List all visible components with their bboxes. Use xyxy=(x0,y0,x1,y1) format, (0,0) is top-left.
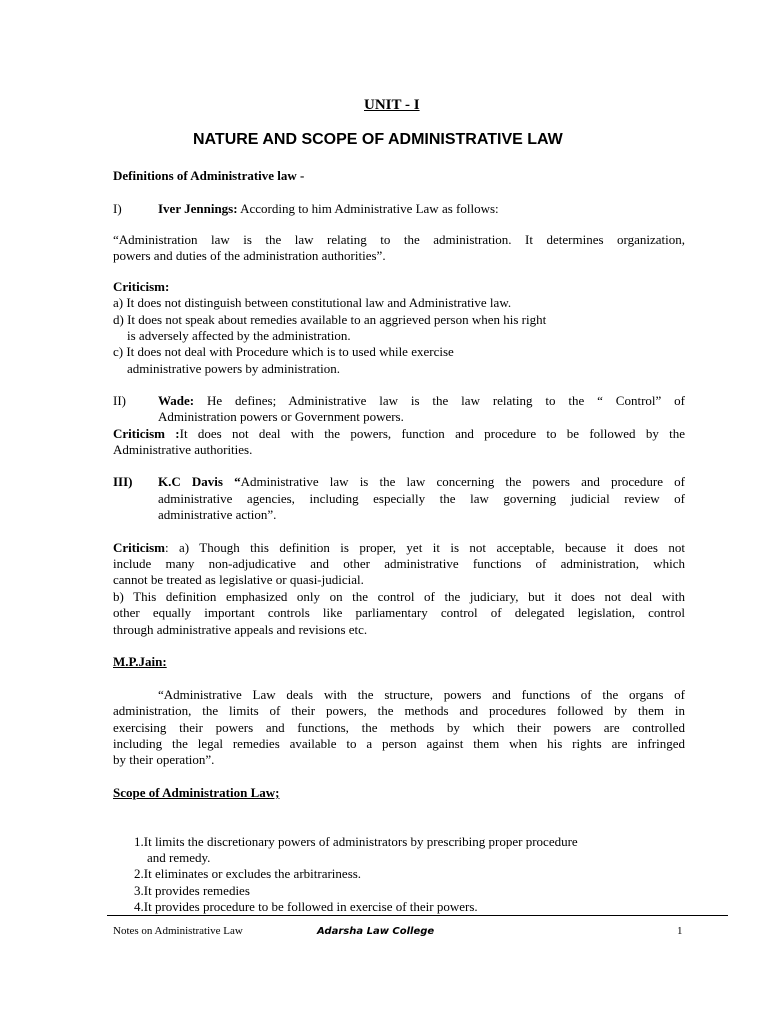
jennings-name: Iver Jennings: xyxy=(158,201,238,216)
footer-divider xyxy=(107,915,728,916)
jennings-definition xyxy=(158,201,499,217)
criticism-item: a) It does not distinguish between constitutional law and Administrative law. xyxy=(113,295,512,310)
page-title: NATURE AND SCOPE OF ADMINISTRATIVE LAW xyxy=(193,131,563,148)
criticism-item: d) It does not speak about remedies available to an aggrieved person when his right xyxy=(113,312,547,327)
criticism-item-continued: administrative powers by administration. xyxy=(127,361,341,376)
jain-quote-line: administration, the limits of their powers, the methods and procedures followed by them in xyxy=(113,703,685,718)
jennings-intro: According to him Administrative Law as follows: xyxy=(240,201,499,216)
jennings-number: I) xyxy=(113,201,122,216)
davis-criticism-line xyxy=(113,540,685,556)
unit-heading: UNIT - I xyxy=(364,97,420,113)
scope-list-item: 1.It limits the discretionary powers of administrators by prescribing proper procedure xyxy=(134,834,578,849)
davis-criticism-line: cannot be treated as legislative or quasi-judicial. xyxy=(113,572,364,587)
davis-definition-line: administrative action”. xyxy=(158,507,277,522)
wade-definition-line: Administration powers or Government powers. xyxy=(158,409,404,424)
wade-criticism-line xyxy=(113,426,685,442)
wade-definition-line xyxy=(158,393,685,409)
criticism-item: c) It does not deal with Procedure which is to used while exercise xyxy=(113,344,454,359)
davis-name: K.C Davis “ xyxy=(158,474,241,489)
davis-definition-line: administrative agencies, including especially the law governing judicial review of xyxy=(158,491,685,506)
jain-quote-line: by their operation”. xyxy=(113,752,215,767)
wade-number: II) xyxy=(113,393,126,408)
scope-list-item: 4.It provides procedure to be followed in exercise of their powers. xyxy=(134,899,478,914)
davis-criticism-line: b) This definition emphasized only on the control of the judiciary, but it does not deal with xyxy=(113,589,685,604)
criticism-heading: Criticism: xyxy=(113,279,170,294)
definitions-heading: Definitions of Administrative law - xyxy=(113,168,305,183)
wade-criticism-text: It does not deal with the powers, function and procedure to be followed by the xyxy=(179,426,686,441)
jain-heading: M.P.Jain: xyxy=(113,654,167,669)
wade-name: Wade: xyxy=(158,393,195,408)
jain-quote-line: including the legal remedies available to a person against them when his rights are infringed xyxy=(113,736,685,751)
jain-quote-line: exercising their powers and functions, the methods by which their powers are controlled xyxy=(113,720,685,735)
davis-criticism-text: : a) Though this definition is proper, yet it is not acceptable, because it does not xyxy=(164,540,685,555)
davis-criticism-line: include many non-adjudicative and other administrative functions of administration, which xyxy=(113,556,685,571)
criticism-item-continued: is adversely affected by the administration. xyxy=(127,328,351,343)
scope-list-item: 2.It eliminates or excludes the arbitrariness. xyxy=(134,866,362,881)
jennings-quote-line: powers and duties of the administration authorities”. xyxy=(113,248,386,263)
wade-criticism-label: Criticism : xyxy=(113,426,180,441)
davis-criticism-label: Criticism xyxy=(113,540,165,555)
wade-criticism-line: Administrative authorities. xyxy=(113,442,253,457)
davis-number: III) xyxy=(113,474,133,489)
davis-criticism-line: through administrative appeals and revisions etc. xyxy=(113,622,368,637)
scope-list-item: 3.It provides remedies xyxy=(134,883,250,898)
jain-quote-line: “Administrative Law deals with the structure, powers and functions of the organs of xyxy=(158,687,685,702)
footer-notes-title: Notes on Administrative Law xyxy=(113,925,243,937)
davis-criticism-line: other equally important controls like parliamentary control of delegated legislation, control xyxy=(113,605,685,620)
wade-definition-text: He defines; Administrative law is the law relating to the “ Control” of xyxy=(207,393,686,408)
davis-definition-line xyxy=(158,474,685,490)
footer-college-name: Adarsha Law College xyxy=(317,926,435,937)
jennings-quote-line: “Administration law is the law relating to the administration. It determines organization, xyxy=(113,232,685,247)
davis-definition-text: Administrative law is the law concerning the powers and procedure of xyxy=(240,474,686,489)
scope-heading: Scope of Administration Law; xyxy=(113,785,280,800)
scope-list-item-continued: and remedy. xyxy=(147,850,211,865)
page-number: 1 xyxy=(677,925,683,937)
